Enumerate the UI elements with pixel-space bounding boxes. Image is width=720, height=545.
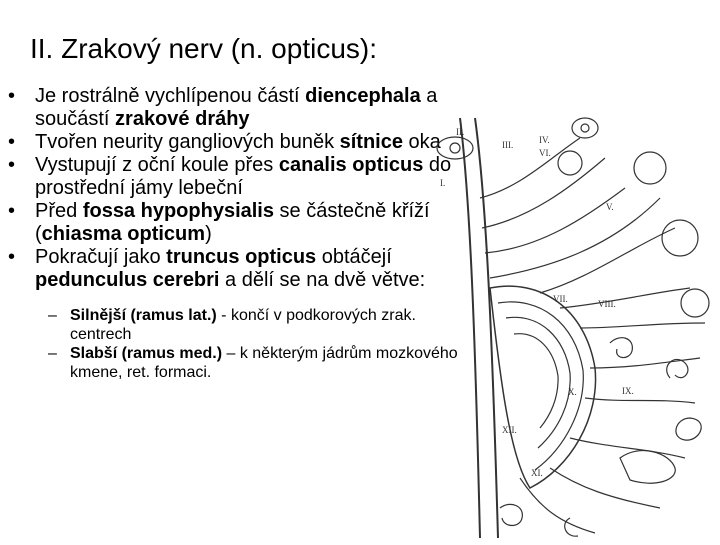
sub-bullet-term: Silnější (ramus lat.) [70,307,217,324]
bullet-text: a dělí se na dvě větve: [219,269,426,291]
bullet-term: fossa hypophysialis [82,200,274,222]
sub-bullet-term: Slabší (ramus med.) [70,345,223,362]
bullet-text: Pokračují jako [35,246,167,268]
bullet-item [8,246,478,382]
bullet-list [8,85,478,382]
bullet-item [8,154,478,200]
nerve-label: XI. [531,468,543,478]
bullet-text: se částečně kříží ( [35,200,430,245]
bullet-term: chiasma opticum [41,223,206,245]
bullet-item [8,200,478,246]
sub-bullet-item [35,344,478,382]
sub-bullet-text: – k některým jádrům mozkového kmene, ret. formaci. [70,345,458,381]
bullet-term: truncus opticus [166,246,317,268]
bullet-item [8,85,478,131]
bullet-term: zrakové dráhy [115,108,250,130]
sub-bullet-list [35,306,478,382]
nerve-label: X. [568,387,577,397]
nerve-label: III. [502,140,514,150]
bullet-text: a součástí [35,85,438,130]
bullet-text: ) [205,223,212,245]
nerve-label: IX. [622,386,634,396]
bullet-term: canalis opticus [278,154,424,176]
cranial-nerves-illustration [420,78,720,540]
nerve-label: II. [456,127,465,137]
bullet-text: do prostřední jámy lebeční [35,154,452,199]
nerve-label: XII. [502,425,517,435]
bullet-term: sítnice [339,131,403,153]
bullet-text: Před [35,200,83,222]
nerve-label: IV. [539,135,550,145]
bullet-term: pedunculus cerebri [35,269,220,291]
sub-bullet-item [35,306,478,344]
nerve-label: VI. [539,148,551,158]
nerve-labels [440,127,634,478]
slide-title: II. Zrakový nerv (n. opticus): [30,33,377,64]
cranial-nerves-drawing [420,78,720,540]
sub-bullet-text: - končí v podkorových zrak. centrech [70,307,416,343]
bullet-item [8,131,478,154]
bullet-text: Vystupují z oční koule přes [35,154,279,176]
nerve-label: V. [606,202,614,212]
bullet-text: obtáčejí [316,246,392,268]
bullet-text: Je rostrálně vychlípenou částí [35,85,306,107]
bullet-term: diencephala [305,85,421,107]
nerve-label: I. [440,178,446,188]
nerve-label: VIII. [598,299,616,309]
bullet-text: Tvořen neurity gangliových buněk [35,131,340,153]
nerve-label: VII. [553,294,568,304]
bullet-text: oka [402,131,441,153]
